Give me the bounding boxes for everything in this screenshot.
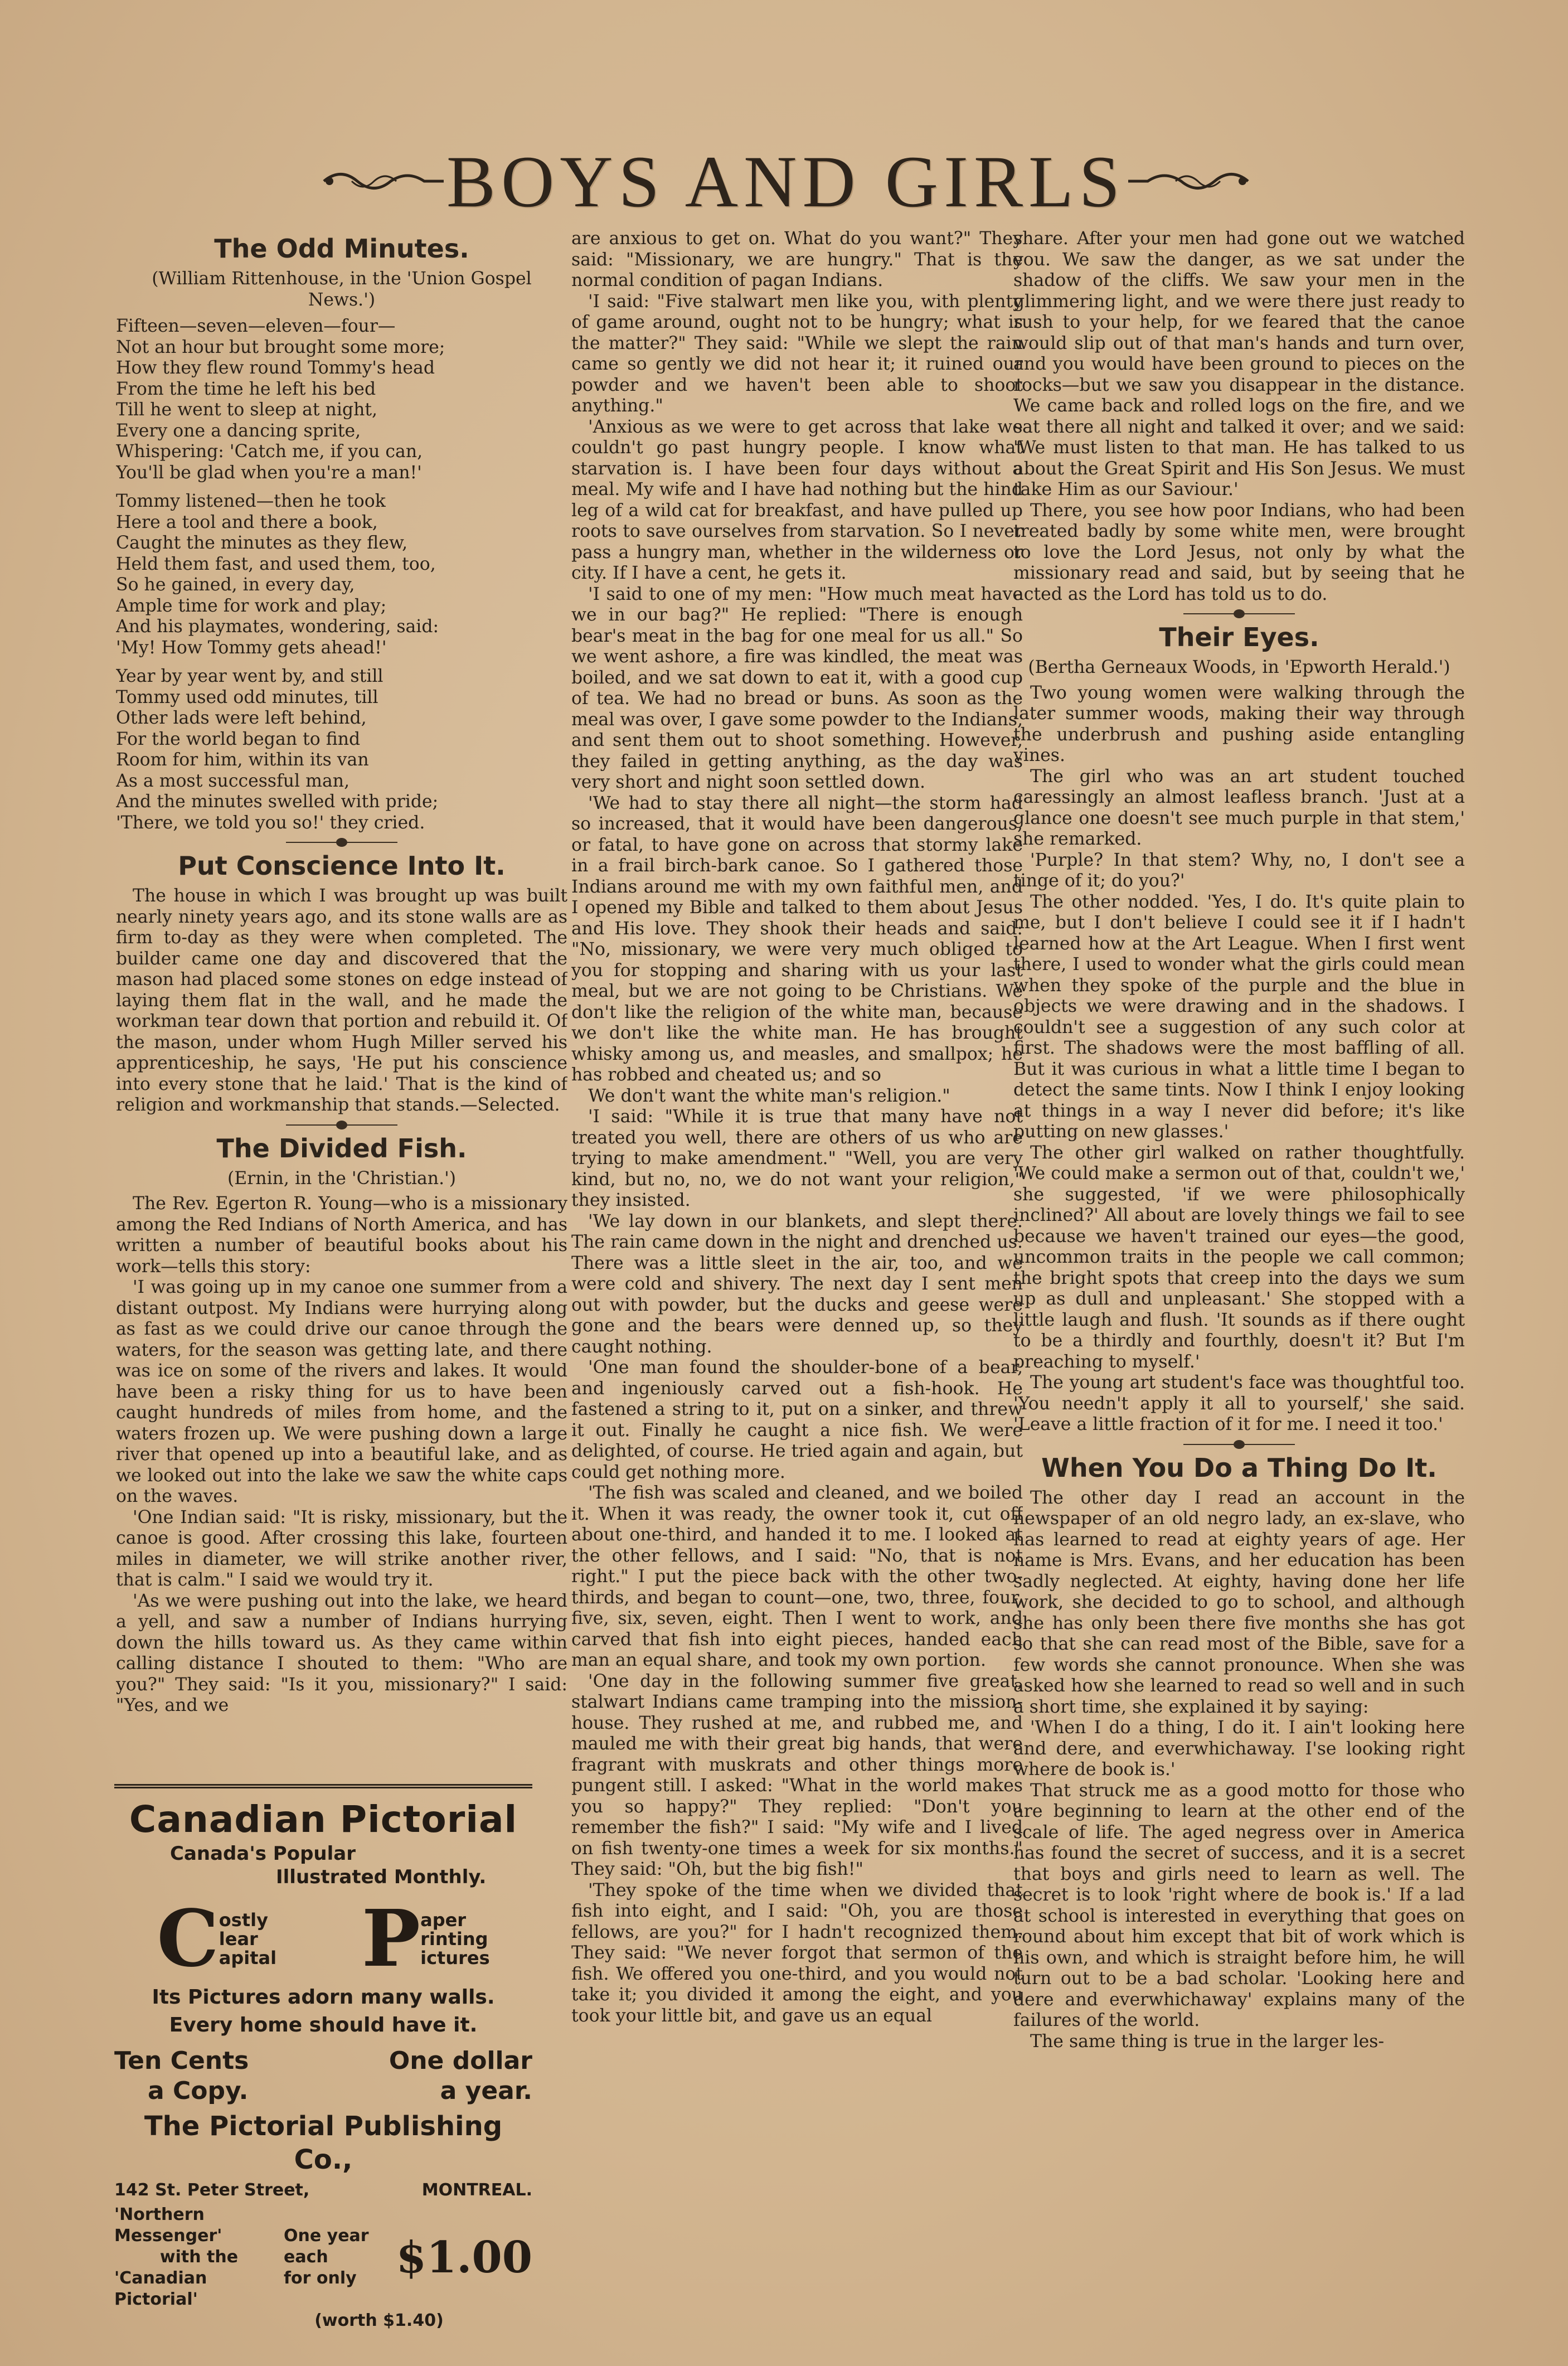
fish-heading: The Divided Fish. [216, 1133, 467, 1163]
poem-line: As a most successful man, [116, 770, 350, 791]
fish-paragraph: 'I said to one of my men: "How much meat have we in our bag?" He replied: "There is enough bear's meat in the bag for one meal for us all." So we went ashore, a fire was kindled, the meat was boiled, and we sat down to eat it, with a good cup of tea. We had no bread or buns. As soon as the meal was over, I gave some powder to the Indians, and sent them out to shoot something. However, they failed in getting anything, as the day was very short and night soon settled down. [571, 584, 1023, 792]
poem-line: Tommy used odd minutes, till [116, 687, 378, 707]
ad-worth: (worth $1.40) [314, 2311, 444, 2330]
odd-minutes-poem [116, 316, 567, 833]
section-divider [286, 841, 397, 843]
ad-price-row [114, 2076, 532, 2106]
ad-address-row [114, 2180, 532, 2201]
eyes-paragraph: The other girl walked on rather thoughtfully. 'We could make a sermon out of that, couldn't we,' she suggested, 'if we were philosophically inclined?' All about are lovely things we fail to see because we haven't trained our eyes—the good, uncommon traits in the people we call common; the bright spots that creep into the days we sum up as dull and unpleasant.' She stopped with a little laugh and flush. 'It sounds as if there ought to be a thirdly and fourthly, doesn't it? But I'm preaching to myself.' [1013, 1142, 1465, 1372]
ad-tagline-block [114, 1893, 532, 1985]
ad-price-copy-unit: a Copy. [148, 2077, 249, 2105]
poem-line: So he gained, in every day, [116, 575, 355, 595]
ad-price-year-unit: a year. [440, 2077, 532, 2105]
ad-subtitle-1: Canada's Popular [170, 1843, 356, 1865]
fish-paragraph: 'I said: "While it is true that many have not treated you well, there are others of us who are trying to make amendment." "Well, you are very kind, but no, no, we do not want your religion," they insisted. [571, 1107, 1023, 1210]
poem-line: Tommy listened—then he took [116, 491, 386, 511]
ad-word: lear [219, 1928, 258, 1950]
poem-line: Room for him, within its van [116, 750, 369, 770]
ad-word: aper [420, 1909, 467, 1931]
ad-drop-cap: C [157, 1893, 219, 1985]
canadian-pictorial-ad [114, 1784, 532, 2330]
thing-heading: When You Do a Thing Do It. [1041, 1452, 1437, 1483]
fish-paragraph: 'One Indian said: "It is risky, missionary, but the canoe is good. After crossing this lake, fourteen miles in diameter, we will strike another river, that is calm." I said we would try it. [116, 1507, 567, 1590]
poem-line: 'There, we told you so!' they cried. [116, 812, 425, 833]
right-flourish-icon [1125, 164, 1254, 198]
fish-source: (Ernin, in the 'Christian.') [227, 1168, 457, 1189]
eyes-heading: Their Eyes. [1159, 622, 1319, 652]
left-flourish-icon [318, 164, 446, 198]
poem-line: You'll be glad when you're a man!' [116, 462, 422, 483]
poem-stanza [116, 666, 567, 833]
poem-line: And the minutes swelled with pride; [116, 792, 439, 812]
column-2 [571, 229, 1023, 2325]
poem-line: Not an hour but brought some more; [116, 337, 445, 357]
ad-address: 142 St. Peter Street, [114, 2180, 310, 2200]
ad-word: apital [219, 1947, 277, 1969]
fish-paragraph: The Rev. Egerton R. Young—who is a missionary among the Red Indians of North America, and has written a number of beautiful books about his work—tells this story: [116, 1194, 567, 1277]
eyes-paragraph: Two young women were walking through the later summer woods, making their way through the underbrush and pushing aside entangling vines. [1013, 682, 1465, 765]
fish-paragraph: 'One day in the following summer five great, stalwart Indians came tramping into the mission-house. They rushed at me, and rubbed me, and mauled me with their great big hands, that were fragrant with muskrats and other things more pungent still. I asked: "What in the world makes you so happy?" They replied: "Don't you remember the fish?" I said: "My wife and I lived on fish twenty-one times a week for six months." They said: "Oh, but the big fish!" [571, 1671, 1023, 1879]
eyes-paragraph: The other nodded. 'Yes, I do. It's quite plain to me, but I don't believe I could see it if I hadn't learned how at the Art League. When I first went there, I used to wonder what the girls could mean when they spoke of the purple and the blue in objects we were drawing and in the shadows. I couldn't see a suggestion of any such color at first. The shadows were the most baffling of all. But it was curious in what a little time I began to detect the same tints. Now I think I enjoy looking at things in a way I never did before; it's like putting on new glasses.' [1013, 891, 1465, 1142]
fish-paragraph: 'We lay down in our blankets, and slept there. The rain came down in the night and drenched us. There was a little sleet in the air, too, and we were cold and shivery. The next day I sent men out with powder, but the ducks and geese were gone and the bears were denned up, so they caught nothing. [571, 1211, 1023, 1357]
section-divider [1183, 613, 1295, 615]
thing-paragraph: 'When I do a thing, I do it. I ain't looking here and dere, and everwhichaway. I'se looking right where de book is.' [1013, 1718, 1465, 1780]
ad-drop-cap: P [361, 1893, 421, 1985]
fish-paragraph: 'Anxious as we were to get across that lake we couldn't go past hungry people. I know what starvation is. I have been four days without a meal. My wife and I have had nothing but the hind leg of a wild cat for breakfast, and have pulled up roots to save ourselves from starvation. So I never pass a hungry man, whether in the wilderness or city. If I have a cent, he gets it. [571, 416, 1023, 583]
ad-offer: for only [283, 2268, 357, 2288]
poem-stanza [116, 491, 567, 658]
ad-offer: One year each [283, 2226, 369, 2267]
poem-line: Here a tool and there a book, [116, 512, 378, 532]
column-3 [1013, 229, 1465, 2325]
ad-title: Canadian Pictorial [129, 1798, 518, 1841]
fish-paragraph: 'We had to stay there all night—the storm had so increased, that it would have been dangerous, or fatal, to have gone on across that stormy lake in a frail birch-bark canoe. So I gathered those Indians around me with my own faithful men, and I opened my Bible and talked to them about Jesus and His love. They shook their heads and said: "No, missionary, we were very much obliged to you for stopping and sharing with us your last meal, but we are not going to be Christians. We don't like the religion of the white man, because we don't like the white man. He has brought whisky among us, and measles, and smallpox; he has robbed and cheated us; and so [571, 793, 1023, 1085]
fish-paragraph: 'I was going up in my canoe one summer from a distant outpost. My Indians were hurrying along as fast as we could drive our canoe through the waters, for the season was getting late, and there was ice on some of the rivers and lakes. It would have been a risky thing for us to have been caught hundreds of miles from home, and the waters frozen up. We were pushing down a large river that opened up into a beautiful lake, and as we looked out into the lake we saw the white caps on the waves. [116, 1277, 567, 1506]
ad-combo: with the [159, 2247, 239, 2267]
poem-line: Whispering: 'Catch me, if you can, [116, 442, 423, 462]
poem-line: Every one a dancing sprite, [116, 420, 361, 441]
ad-line: Every home should have it. [169, 2014, 478, 2037]
poem-line: From the time he left his bed [116, 379, 376, 399]
poem-line: Year by year went by, and still [116, 666, 383, 686]
odd-minutes-heading: The Odd Minutes. [214, 234, 469, 264]
poem-line: Till he went to sleep at night, [116, 400, 378, 420]
poem-line: Held them fast, and used them, too, [116, 554, 436, 574]
poem-line: 'My! How Tommy gets ahead!' [116, 637, 387, 658]
ad-word: rinting [420, 1928, 488, 1950]
conscience-text: The house in which I was brought up was built nearly ninety years ago, and its stone walls are as firm to-day as they were when completed. The builder came one day and discovered that the mason had placed some stones on edge instead of laying them flat in the wall, and he made the workman tear down that portion and rebuild it. Of the mason, under whom Hugh Miller served his apprenticeship, he says, 'He put his conscience into every stone that he laid.' That is the kind of religion and workmanship that stands.—Selected. [116, 886, 567, 1115]
ad-subtitle-2: Illustrated Monthly. [276, 1866, 487, 1888]
fish-paragraph: 'One man found the shoulder-bone of a bear, and ingeniously carved out a fish-hook. He fastened a string to it, put on a sinker, and threw it out. Finally he caught a nice fish. We were delighted, of course. He tried again and again, but could get nothing more. [571, 1357, 1023, 1482]
ad-offer-row [114, 2204, 532, 2310]
thing-paragraph: That struck me as a good motto for those who are beginning to learn at the other end of the scale of life. The aged negress over in America has found the secret of success, and it is a secret that boys and girls need to learn as well. The secret is to look 'right where de book is.' If a lad at school is interested in everything that goes on round about him except that bit of work which is his own, and which is straight before him, he will turn out to be a bad scholar. 'Looking here and dere and everwhichaway' explains many of the failures of the world. [1013, 1780, 1465, 2030]
poem-line: Fifteen—seven—eleven—four— [116, 316, 396, 336]
ad-costly-block [157, 1893, 277, 1985]
ad-price-year: One dollar [389, 2047, 532, 2075]
fish-paragraph: We don't want the white man's religion." [588, 1085, 950, 1106]
ad-combo: 'Northern Messenger' [114, 2205, 222, 2246]
eyes-paragraph: The young art student's face was thoughtful too. 'You needn't apply it all to yourself,' she said. 'Leave a little fraction of it for me. I need it too.' [1013, 1373, 1465, 1434]
conscience-heading: Put Conscience Into It. [178, 851, 506, 881]
ad-word: ictures [420, 1947, 490, 1969]
section-divider [1183, 1443, 1295, 1446]
ad-city: MONTREAL. [421, 2180, 532, 2200]
ad-publisher: The Pictorial Publishing Co., [144, 2111, 503, 2175]
poem-stanza [116, 316, 567, 483]
ad-offer-price: $1.00 [396, 2232, 532, 2283]
ad-price-copy: Ten Cents [114, 2047, 249, 2075]
poem-line: Caught the minutes as they flew, [116, 533, 408, 553]
ad-price-row [114, 2046, 532, 2076]
poem-line: And his playmates, wondering, said: [116, 617, 439, 637]
ad-paper-block [361, 1893, 490, 1985]
fish-paragraph: are anxious to get on. What do you want?" They said: "Missionary, we are hungry." That is the normal condition of pagan Indians. [571, 229, 1023, 290]
eyes-paragraph: The girl who was an art student touched caressingly an almost leafless branch. 'Just at a glance one doesn't see much purple in that stem,' she remarked. [1013, 766, 1465, 849]
fish-paragraph: There, you see how poor Indians, who had been treated badly by some white men, were brought to love the Lord Jesus, not only by what the missionary read and said, but by seeing that he acted as the Lord has told us to do. [1013, 500, 1465, 604]
fish-paragraph: 'The fish was scaled and cleaned, and we boiled it. When it was ready, the owner took it, cut off about one-third, and handed it to me. I looked at the other fellows, and I said: "No, that is not right." I put the piece back with the other two-thirds, and began to count—one, two, three, four, five, six, seven, eight. Then I went to work, and carved that fish into eight pieces, handed each man an equal share, and took my own portion. [571, 1483, 1023, 1670]
fish-paragraph: 'I said: "Five stalwart men like you, with plenty of game around, ought not to be hungry; what is the matter?" They said: "While we slept the rain came so gently we did not hear it; it ruined our powder and we haven't been able to shoot anything." [571, 291, 1023, 416]
poem-line: Other lads were left behind, [116, 708, 367, 728]
ad-line: Its Pictures adorn many walls. [152, 1986, 495, 2009]
ad-word: ostly [219, 1909, 268, 1931]
fish-paragraph: 'As we were pushing out into the lake, we heard a yell, and saw a number of Indians hurrying down the hills toward us. As they came within calling distance I shouted to them: "Who are you?" They said: "Is it you, missionary?" I said: "Yes, and we [116, 1591, 567, 1715]
poem-line: How they flew round Tommy's head [116, 358, 435, 378]
poem-line: For the world began to find [116, 729, 361, 749]
eyes-source: (Bertha Gerneaux Woods, in 'Epworth Herald.') [1028, 657, 1450, 677]
thing-paragraph: The other day I read an account in the newspaper of an old negro lady, an ex-slave, who has learned to read at eighty years of age. Her name is Mrs. Evans, and her education has been sadly neglected. At eighty, having done her life work, she decided to go to school, and although she has only been there five months she has got so that she can read most of the Bible, save for a few words she cannot pronounce. When she was asked how she learned to read so well and in such a short time, she explained it by saying: [1013, 1487, 1465, 1717]
eyes-paragraph: 'Purple? In that stem? Why, no, I don't see a tinge of it; do you?' [1013, 850, 1465, 891]
section-divider [286, 1124, 397, 1126]
poem-line: Ample time for work and play; [116, 595, 387, 616]
fish-paragraph: 'They spoke of the time when we divided that fish into eight, and I said: "Oh, you are those fellows, are you?" for I hadn't recognized them. They said: "We never forgot that sermon of the fish. We offered you one-third, and you would not take it; you divided it among the eight, and you took your little bit, and gave us an equal [571, 1880, 1023, 2026]
section-title: BOYS AND GIRLS [446, 140, 1126, 222]
ad-combo: 'Canadian Pictorial' [114, 2268, 207, 2309]
thing-paragraph: The same thing is true in the larger les- [1030, 2031, 1385, 2052]
masthead [245, 139, 1327, 223]
fish-paragraph: share. After your men had gone out we watched you. We saw the danger, as we sat under the shadow of the cliffs. We saw your men in the glimmering light, and we were there just ready to rush to your help, for we feared that the canoe would slip out of that man's hands and turn over, and you would have been ground to pieces on the rocks—but we saw you disappear in the distance. We came back and rolled logs on the fire, and we sat there all night and talked it over; and we said: 'We must listen to that man. He has talked to us about the Great Spirit and His Son Jesus. We must take Him as our Saviour.' [1013, 229, 1465, 500]
odd-minutes-source: (William Rittenhouse, in the 'Union Gospel News.') [152, 269, 532, 310]
